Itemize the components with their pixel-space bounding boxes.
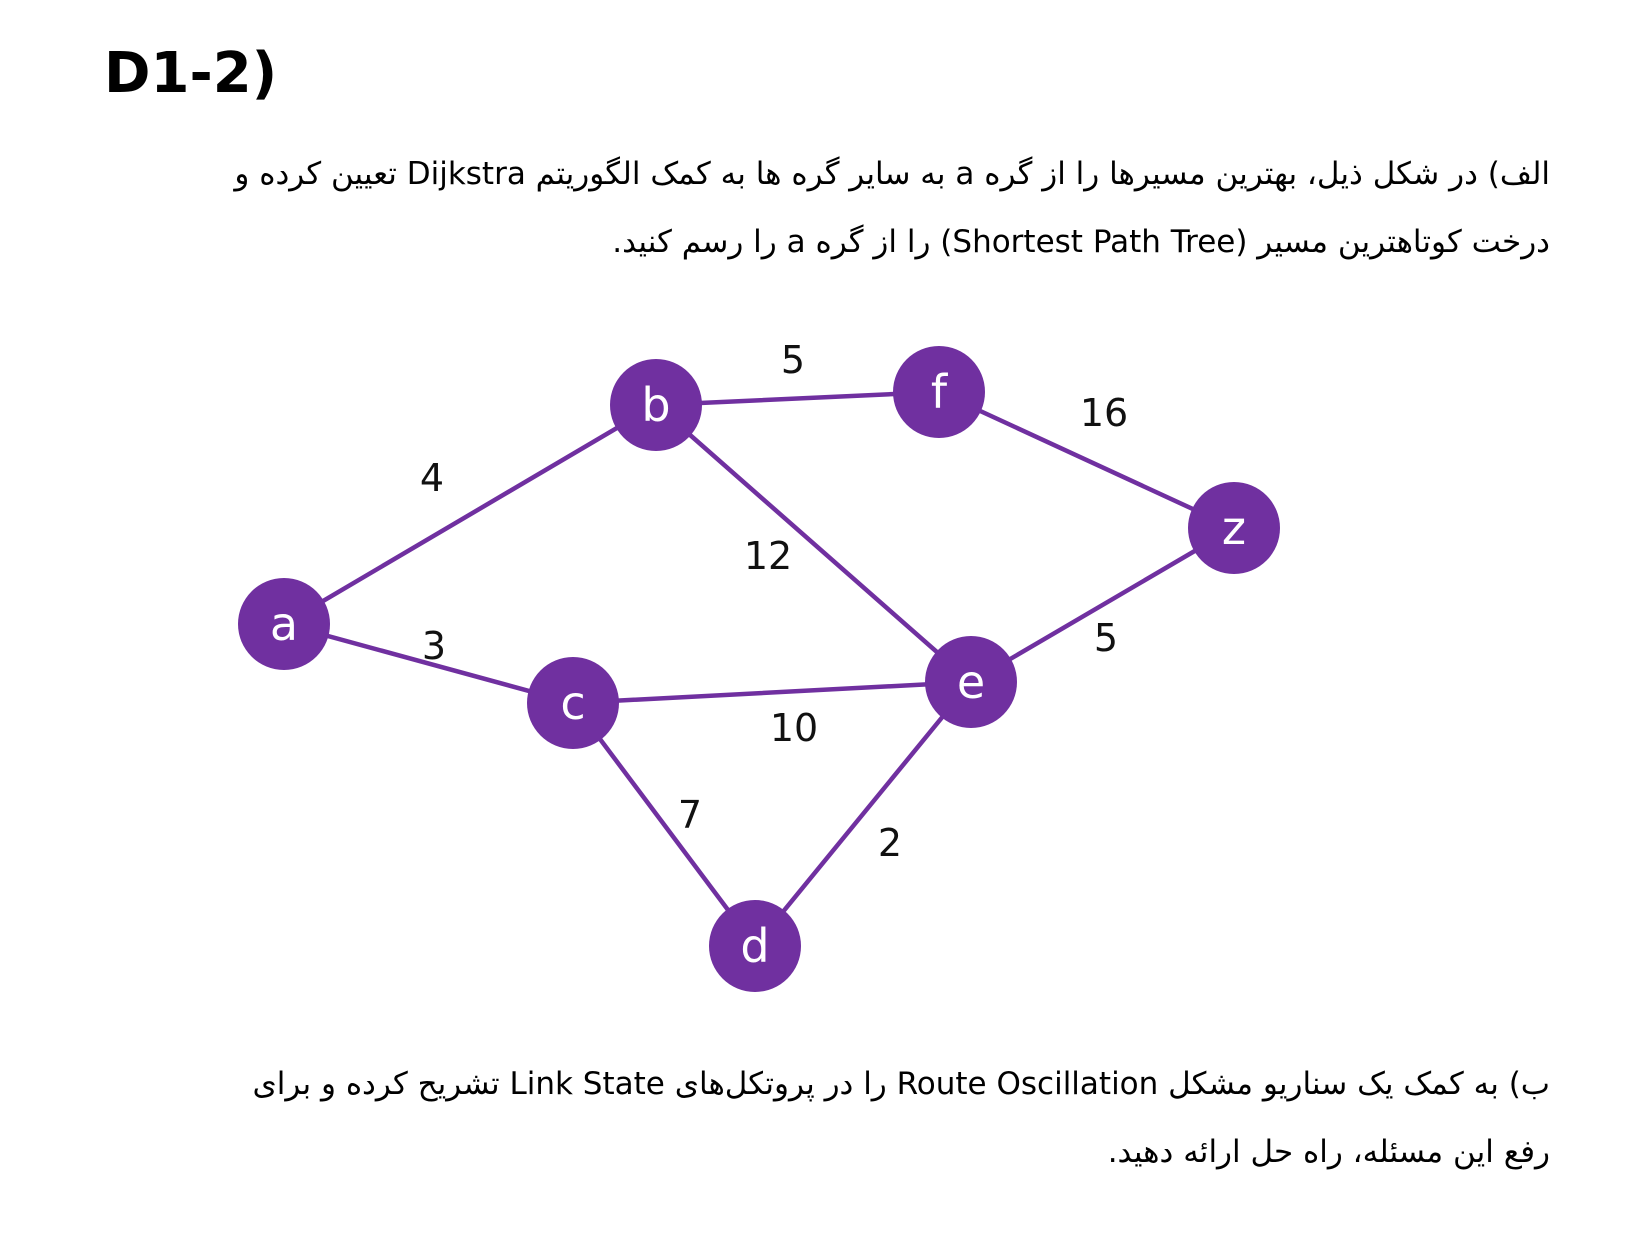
edge-weight-f-z: 16 <box>1079 391 1129 435</box>
part-a-line-2: درخت کوتاهترین مسیر (Shortest Path Tree) را از گره a را رسم کنید. <box>612 224 1550 260</box>
node-label-a: a <box>269 597 299 651</box>
node-a <box>238 578 330 670</box>
edge-weight-b-f: 5 <box>780 338 806 382</box>
node-label-e: e <box>956 655 986 709</box>
edge-c-e <box>573 682 971 703</box>
part-a-line-1: الف) در شکل ذیل، بهترین مسیرها را از گره a به سایر گره ها به کمک الگوریتم Dijkstra تعیین کرده و <box>234 156 1550 192</box>
node-f <box>893 346 985 438</box>
graph-nodes <box>238 346 1280 992</box>
edge-b-e <box>656 405 971 682</box>
node-z <box>1188 482 1280 574</box>
part-b-line-2: رفع این مسئله، راه حل ارائه دهید. <box>1107 1134 1550 1170</box>
node-b <box>610 359 702 451</box>
edge-weight-c-e: 10 <box>769 706 819 750</box>
node-label-z: z <box>1221 501 1247 555</box>
node-label-b: b <box>641 378 671 432</box>
graph-edge-weights <box>420 338 1128 865</box>
edge-weight-e-z: 5 <box>1093 616 1119 660</box>
edge-weight-a-c: 3 <box>421 624 447 668</box>
part-b-question <box>150 1050 1550 1186</box>
node-e <box>925 636 1017 728</box>
problem-title: D1-2) <box>104 41 278 106</box>
node-d <box>709 900 801 992</box>
edge-a-b <box>284 405 656 624</box>
node-label-c: c <box>560 676 586 730</box>
edge-weight-a-b: 4 <box>419 456 445 500</box>
edge-weight-c-d: 7 <box>677 793 703 837</box>
node-label-d: d <box>740 919 770 973</box>
node-label-f: f <box>930 365 948 419</box>
part-b-line-1: ب) به کمک یک سناریو مشکل Route Oscillation را در پروتکل‌های Link State تشریح کرده و برای <box>252 1066 1550 1102</box>
edge-weight-b-e: 12 <box>743 534 793 578</box>
edge-weight-e-d: 2 <box>877 821 903 865</box>
node-c <box>527 657 619 749</box>
